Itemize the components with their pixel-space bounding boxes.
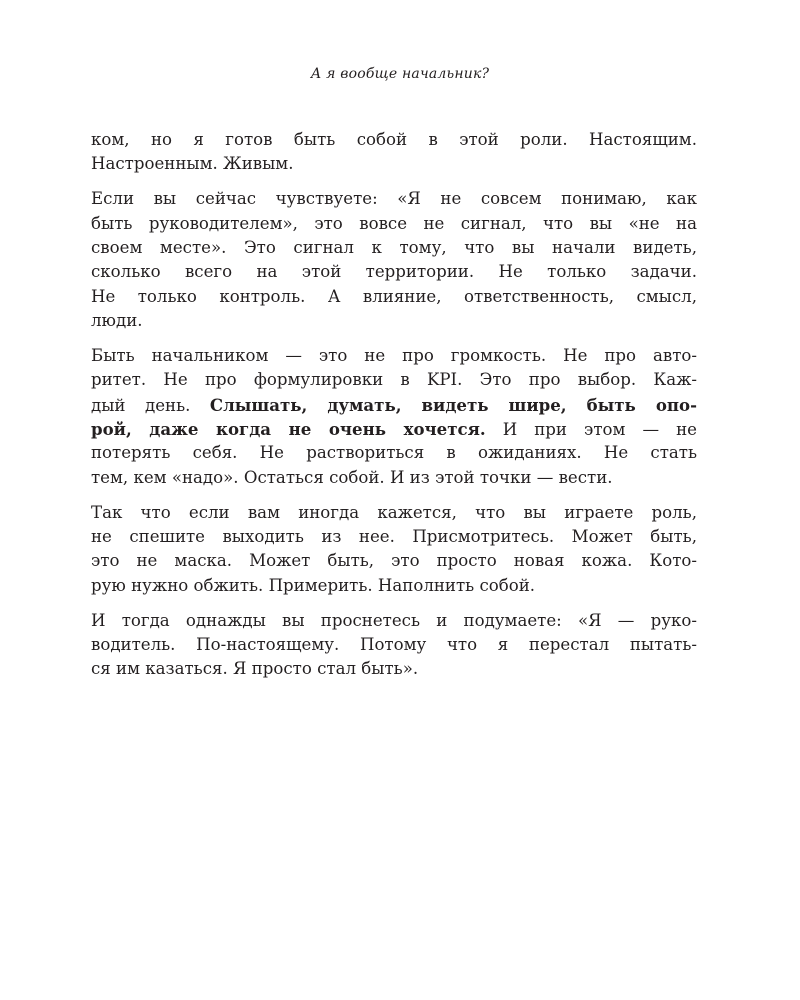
paragraph-2 <box>91 187 697 333</box>
text-line: ритет. Не про формулировки в KPI. Это про выбор. Каж- <box>91 370 697 390</box>
text-line: быть руководителем», это вовсе не сигнал, что вы «не на <box>91 213 697 233</box>
text-line: Настроенным. Живым. <box>91 154 294 174</box>
text-line: тем, кем «надо». Остаться собой. И из этой точки — вести. <box>91 467 613 487</box>
text-line: потерять себя. Не раствориться в ожиданиях. Не стать <box>91 443 697 463</box>
text-line: это не маска. Может быть, это просто новая кожа. Кото- <box>91 551 697 571</box>
paragraph-1 <box>91 128 697 177</box>
text-line: рую нужно обжить. Примерить. Наполнить собой. <box>91 575 536 595</box>
body-text <box>91 128 697 692</box>
paragraph-3 <box>91 344 697 490</box>
text-line: Если вы сейчас чувствуете: «Я не совсем понимаю, как <box>91 189 697 209</box>
paragraph-5 <box>91 609 697 682</box>
text-line: ся им казаться. Я просто стал быть». <box>91 659 419 679</box>
text-line: сколько всего на этой территории. Не только задачи. <box>91 262 697 282</box>
bold-emphasis-text: Слышать, думать, видеть шире, быть опо- <box>209 394 697 415</box>
text-line-mixed <box>91 417 697 441</box>
text-line: водитель. По-настоящему. Потому что я перестал пытать- <box>91 634 697 654</box>
text-line: ком, но я готов быть собой в этой роли. Настоящим. <box>91 130 697 149</box>
plain-text: дый день. <box>91 395 210 415</box>
text-line: не спешите выходить из нее. Присмотритесь. Может быть, <box>91 527 697 547</box>
text-line: своем месте». Это сигнал к тому, что вы начали видеть, <box>91 237 697 257</box>
text-line: И тогда однажды вы проснетесь и подумаете: «Я — руко- <box>91 610 697 630</box>
running-header: А я вообще начальник? <box>310 66 490 82</box>
text-line: Не только контроль. А влияние, ответственность, смысл, <box>91 286 697 306</box>
plain-text: И при этом — не <box>485 420 697 440</box>
text-line: Быть начальником — это не про громкость. Не про авто- <box>91 345 697 365</box>
bold-emphasis-text: рой, даже когда не очень хочется. <box>91 419 486 440</box>
text-line: Так что если вам иногда кажется, что вы играете роль, <box>91 502 697 522</box>
text-line-mixed <box>91 393 697 417</box>
text-line: люди. <box>91 311 143 331</box>
paragraph-4 <box>91 501 697 599</box>
